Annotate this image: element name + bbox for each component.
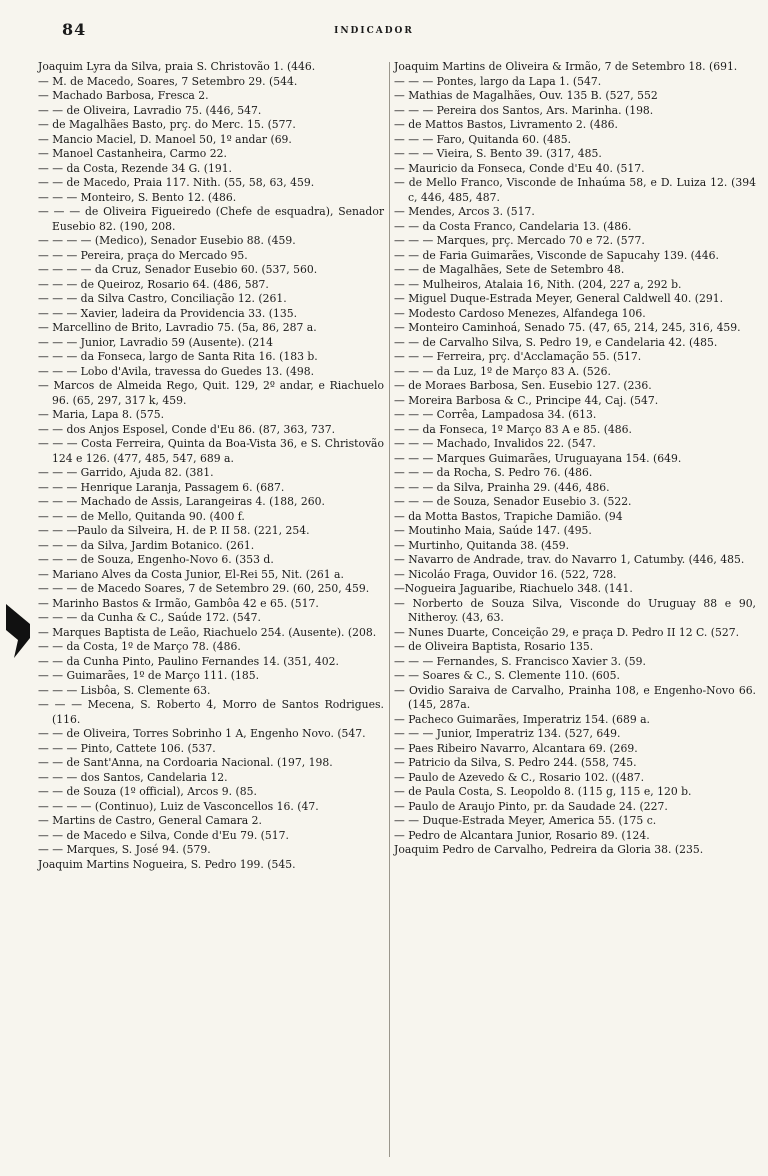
directory-entry: — M. de Macedo, Soares, 7 Setembro 29. (544. [38,74,298,88]
directory-entry: — — — — da Cruz, Senador Eusebio 60. (537, 560. [38,263,318,276]
directory-entry: — — de Faria Guimarães, Visconde de Sapucahy 139. (446. [394,248,719,262]
directory-entry: — — dos Anjos Esposel, Conde d'Eu 86. (87, 363, 737. [38,422,336,436]
column-divider [389,62,390,1157]
directory-entry: — — da Cunha Pinto, Paulino Fernandes 14. (351, 402. [38,654,339,668]
directory-entry: — Marcellino de Brito, Lavradio 75. (5a, 86, 287 a. [38,321,317,334]
directory-entry: — Pedro de Alcantara Junior, Rosario 89. (124. [394,828,650,842]
directory-entry: — — — Mecena, S. Roberto 4, Morro de Santos Rodrigues. (116. [38,698,384,726]
directory-entry: — — — de Oliveira Figueiredo (Chefe de esquadra), Senador Eusebio 82. (190, 208. [38,205,384,233]
directory-entry: — Marinho Bastos & Irmão, Gambôa 42 e 65. (517. [38,596,319,610]
directory-entry: — de Mello Franco, Visconde de Inhaúma 58, e D. Luiza 12. (394 c, 446, 485, 487. [394,176,756,204]
directory-entry: — — — da Fonseca, largo de Santa Rita 16. (183 b. [38,350,318,363]
directory-entry: — Pacheco Guimarães, Imperatriz 154. (689 a. [394,712,650,726]
directory-entry: — — — Garrido, Ajuda 82. (381. [38,466,214,479]
directory-entry: — — Soares & C., S. Clemente 110. (605. [394,669,620,682]
directory-entry: — — da Costa, Rezende 34 G. (191. [38,161,232,175]
directory-entry: — — — Xavier, ladeira da Providencia 33. (135. [38,306,298,320]
directory-entry: — Norberto de Souza Silva, Visconde do Uruguay 88 e 90, Nitheroy. (43, 63. [394,596,756,624]
directory-entry: — — — Marques Guimarães, Uruguayana 154. (649. [394,451,682,465]
directory-entry: — — de Oliveira, Torres Sobrinho 1 A, Engenho Novo. (547. [38,727,366,740]
directory-entry: — — — da Luz, 1º de Março 83 A. (526. [394,364,611,378]
directory-entry: — Manoel Castanheira, Carmo 22. [38,147,227,160]
directory-entry: — — — da Silva Castro, Conciliação 12. (261. [38,292,287,305]
directory-entry: — — de Macedo, Praia 117. Nith. (55, 58, 63, 459. [38,176,315,189]
directory-entry: — — — da Rocha, S. Pedro 76. (486. [394,466,593,479]
directory-entry: — — — de Queiroz, Rosario 64. (486, 587. [38,277,269,291]
directory-entry: — — de Magalhães, Sete de Setembro 48. [394,263,625,276]
directory-entry: — Nunes Duarte, Conceição 29, e praça D. Pedro II 12 C. (527. [394,625,740,639]
directory-entry: — — — Pereira dos Santos, Ars. Marinha. (198. [394,103,654,117]
directory-entry: — — — Machado, Invalidos 22. (547. [394,437,596,450]
directory-entry: — de Paula Costa, S. Leopoldo 8. (115 g, 115 e, 120 b. [394,785,692,798]
directory-entry: — de Oliveira Baptista, Rosario 135. [394,640,594,653]
directory-entry: — — — Junior, Imperatriz 134. (527, 649. [394,727,621,740]
directory-entry: — — —Paulo da Silveira, H. de P. II 58. (221, 254. [38,524,310,537]
directory-entry: — — Marques, S. José 94. (579. [38,843,211,856]
directory-entry: — Mariano Alves da Costa Junior, El-Rei 55, Nit. (261 a. [38,567,344,581]
directory-entry: — — de Souza (1º official), Arcos 9. (85. [38,785,257,798]
page-header [40,10,708,40]
directory-entry: — Marcos de Almeida Rego, Quit. 129, 2º andar, e Riachuelo 96. (65, 297, 317 k, 459. [38,379,384,407]
directory-entry: — — — da Silva, Jardim Botanico. (261. [38,538,255,552]
directory-entry: — Martins de Castro, General Camara 2. [38,814,262,827]
directory-entry: — — — — (Continuo), Luiz de Vasconcellos 16. (47. [38,799,319,813]
directory-entry: — — de Carvalho Silva, S. Pedro 19, e Candelaria 42. (485. [394,335,718,349]
directory-entry: — — — de Souza, Engenho-Novo 6. (353 d. [38,553,274,566]
directory-entry: — Moutinho Maia, Saúde 147. (495. [394,524,592,537]
directory-entry: — Navarro de Andrade, trav. do Navarro 1, Catumby. (446, 485. [394,553,745,566]
directory-entry: — de Mattos Bastos, Livramento 2. (486. [394,118,618,131]
directory-entry: —Nogueira Jaguaribe, Riachuelo 348. (141. [394,582,633,595]
directory-entry: — — — Monteiro, S. Bento 12. (486. [38,190,237,204]
directory-entry: — — — Lisbôa, S. Clemente 63. [38,683,211,697]
directory-entry: Joaquim Lyra da Silva, praia S. Christovão 1. (446. [38,60,316,73]
directory-entry: — — da Fonseca, 1º Março 83 A e 85. (486. [394,422,632,436]
directory-entry: — — Duque-Estrada Meyer, America 55. (175 c. [394,814,657,827]
directory-entry: — — Mulheiros, Atalaia 16, Nith. (204, 227 a, 292 b. [394,277,682,291]
directory-entry: — Machado Barbosa, Fresca 2. [38,89,209,102]
directory-entry: — — de Macedo e Silva, Conde d'Eu 79. (517. [38,828,289,842]
right-column [394,60,756,858]
directory-entry: — Maria, Lapa 8. (575. [38,408,165,421]
directory-entry: — Ovidio Saraiva de Carvalho, Prainha 108, e Engenho-Novo 66. (145, 287a. [394,683,756,711]
directory-entry: — — — Marques, prç. Mercado 70 e 72. (577. [394,234,645,247]
running-head: INDICADOR [334,26,414,36]
directory-entry: — — — Pinto, Cattete 106. (537. [38,741,216,755]
directory-entry: — Murtinho, Quitanda 38. (459. [394,538,570,552]
directory-entry: — — — da Cunha & C., Saúde 172. (547. [38,611,261,624]
directory-entry: — — — Faro, Quitanda 60. (485. [394,132,572,146]
directory-entry: — Mauricio da Fonseca, Conde d'Eu 40. (517. [394,161,645,175]
directory-entry: — — — Junior, Lavradio 59 (Ausente). (214 [38,335,273,349]
directory-entry: — Marques Baptista de Leão, Riachuelo 254. (Ausente). (208. [38,625,377,639]
directory-entry: — Paulo de Araujo Pinto, pr. da Saudade 24. (227. [394,799,668,813]
directory-entry: — — — da Silva, Prainha 29. (446, 486. [394,480,610,494]
page-number: 84 [62,20,87,39]
ink-bracket-mark [4,600,32,662]
directory-entry: — — — Henrique Laranja, Passagem 6. (687. [38,480,285,494]
directory-entry: — Mancio Maciel, D. Manoel 50, 1º andar (69. [38,132,292,146]
directory-entry: — — — dos Santos, Candelaria 12. [38,770,228,784]
directory-entry: — — — de Souza, Senador Eusebio 3. (522. [394,495,632,508]
directory-entry: — Paulo de Azevedo & C., Rosario 102. ((487. [394,770,645,784]
directory-entry: — Miguel Duque-Estrada Meyer, General Caldwell 40. (291. [394,292,724,305]
directory-entry: — — — Machado de Assis, Larangeiras 4. (188, 260. [38,495,325,508]
directory-entry: — — de Sant'Anna, na Cordoaria Nacional. (197, 198. [38,756,333,769]
directory-entry: Joaquim Pedro de Carvalho, Pedreira da Gloria 38. (235. [394,843,704,856]
directory-entry: — Monteiro Caminhoá, Senado 75. (47, 65, 214, 245, 316, 459. [394,321,741,334]
directory-entry: Joaquim Martins Nogueira, S. Pedro 199. (545. [38,857,296,871]
directory-entry: — — — Pereira, praça do Mercado 95. [38,248,248,262]
directory-entry: — Mendes, Arcos 3. (517. [394,205,535,218]
directory-entry: — — — de Mello, Quitanda 90. (400 f. [38,509,245,523]
directory-entry: — de Moraes Barbosa, Sen. Eusebio 127. (236. [394,379,652,392]
directory-entry: — — — Corrêa, Lampadosa 34. (613. [394,408,597,421]
directory-entry: — — — Pontes, largo da Lapa 1. (547. [394,74,602,88]
directory-entry: — Moreira Barbosa & C., Principe 44, Caj. (547. [394,393,659,407]
left-column [38,60,384,872]
directory-entry: — Mathias de Magalhães, Ouv. 135 B. (527, 552 [394,89,658,102]
directory-entry: — — — Fernandes, S. Francisco Xavier 3. (59. [394,654,646,668]
directory-entry: — Modesto Cardoso Menezes, Alfandega 106. [394,306,646,320]
directory-entry: Joaquim Martins de Oliveira & Irmão, 7 de Setembro 18. (691. [394,60,738,73]
directory-entry: — — — Costa Ferreira, Quinta da Boa-Vista 36, e S. Christovão 124 e 126. (477, 485, 547, 689 a. [38,437,384,465]
directory-entry: — — da Costa, 1º de Março 78. (486. [38,640,241,653]
directory-entry: — Paes Ribeiro Navarro, Alcantara 69. (269. [394,741,638,755]
directory-entry: — — da Costa Franco, Candelaria 13. (486. [394,219,632,233]
directory-entry: — Nicoláo Fraga, Ouvidor 16. (522, 728. [394,567,617,581]
directory-entry: — — Guimarães, 1º de Março 111. (185. [38,669,260,682]
directory-entry: — — de Oliveira, Lavradio 75. (446, 547. [38,103,262,117]
directory-entry: — da Motta Bastos, Trapiche Damião. (94 [394,509,623,523]
directory-entry: — — — — (Medico), Senador Eusebio 88. (459. [38,234,296,247]
directory-entry: — — — de Macedo Soares, 7 de Setembro 29. (60, 250, 459. [38,582,370,595]
directory-entry: — — — Vieira, S. Bento 39. (317, 485. [394,147,602,160]
directory-entry: — — — Lobo d'Avila, travessa do Guedes 13. (498. [38,364,315,378]
directory-entry: — Patricio da Silva, S. Pedro 244. (558, 745. [394,756,637,769]
directory-entry: — de Magalhães Basto, prç. do Merc. 15. (577. [38,118,296,131]
directory-entry: — — — Ferreira, prç. d'Acclamação 55. (517. [394,350,642,363]
